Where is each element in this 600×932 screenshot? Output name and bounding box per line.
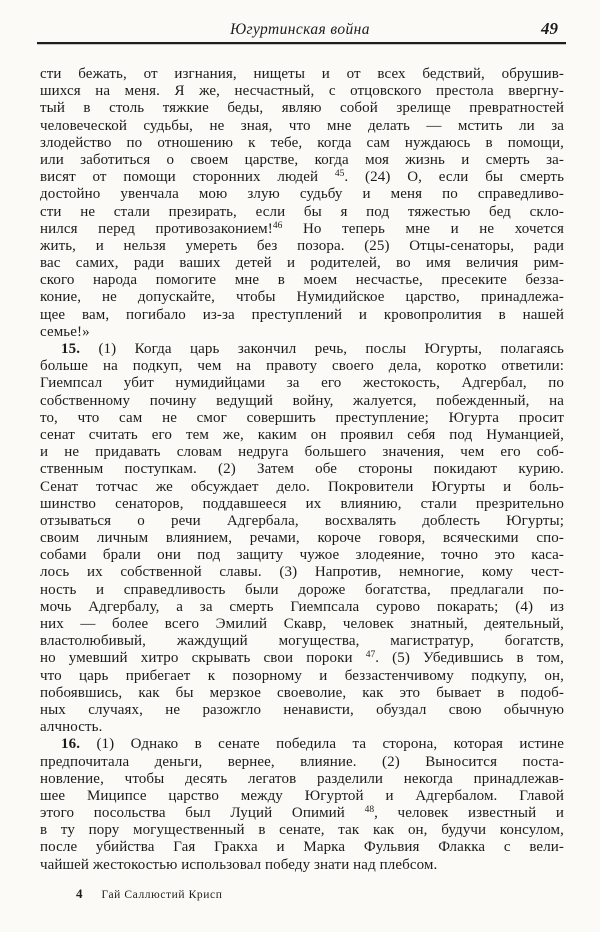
- text-run: Сенат тотчас же обсуждает дело. Покровители Югурты и боль-: [40, 478, 564, 495]
- text-line: [40, 83, 564, 100]
- text-line: [40, 66, 564, 83]
- text-run: ных случаях, не разожгло ненависти, обуздал свою обычную: [40, 701, 564, 718]
- body-text: [40, 66, 564, 874]
- text-line: [40, 496, 564, 513]
- text-line: [40, 513, 564, 530]
- footnote-ref: 47: [365, 650, 376, 661]
- text-line: [40, 564, 564, 581]
- text-line: [40, 427, 564, 444]
- text-line: [40, 771, 564, 788]
- text-run: . (24) О, если бы смерть: [344, 169, 564, 186]
- text-line: [40, 805, 564, 822]
- text-line: [40, 668, 564, 685]
- text-line: [40, 289, 564, 306]
- text-run: шинство сенаторов, поддавшееся их влиянию, стали презрительно: [40, 495, 564, 512]
- text-run: (1) Однако в сенате победила та сторона, которая истине: [80, 736, 564, 753]
- text-run: новление, чтобы десять легатов разделили некогда принадлежав-: [40, 770, 564, 787]
- text-line: [40, 479, 564, 496]
- text-run: предпочитала деньги, вернее, влияние. (2) Выносится поста-: [40, 753, 564, 770]
- text-run: них — более всего Эмилий Скавр, человек знатный, деятельный,: [40, 616, 564, 632]
- text-run: отзываться о речи Адгербала, восхвалять доблесть Югурты;: [40, 512, 564, 529]
- text-line: [40, 135, 564, 152]
- text-line: [40, 857, 564, 874]
- text-run: шее Миципсе царство между Югуртой и Адгербалом. Главой: [40, 787, 564, 804]
- text-run: тый в столь тяжкие беды, являю собой зрелище превратностей: [40, 100, 564, 117]
- text-line: [40, 375, 564, 392]
- text-line: [40, 341, 564, 358]
- text-run: злодейство по отношению к тебе, когда сам нуждаюсь в помощи,: [40, 134, 564, 151]
- text-run: ственным поступкам. (2) Затем обе стороны покидают курию.: [40, 461, 564, 478]
- text-run: что царь прибегает к позорному и беззастенчивому подкупу, он,: [40, 667, 564, 684]
- text-run: собственному почину ведущий войну, жалуется, побежденный, на: [40, 392, 564, 409]
- text-run: сенат считать его тем же, каким он проявил себя под Нуманцией,: [40, 426, 564, 443]
- text-run: чайшей жестокостью использовал победу знати над плебсом.: [40, 856, 438, 873]
- text-line: [40, 204, 564, 221]
- text-run: достойно увенчала мою злую судьбу и меня по справедливо-: [40, 186, 564, 203]
- text-line: [40, 650, 564, 667]
- footnote-ref: 45: [334, 169, 345, 180]
- text-line: [40, 547, 564, 564]
- text-run: . (5) Убедившись в том,: [375, 650, 564, 667]
- text-line: [40, 152, 564, 169]
- text-line: [40, 839, 564, 856]
- text-run: и не придавать словам недруга большего значения, чем его соб-: [40, 444, 564, 461]
- page-footer: [76, 886, 223, 902]
- text-run: шихся на меня. Я же, несчастный, с отцовского престола ввергну-: [40, 83, 564, 100]
- text-run: (1) Когда царь закончил речь, послы Югурты, полагаясь: [80, 341, 564, 357]
- text-line: [40, 788, 564, 805]
- text-run: властолюбивый, жаждущий могущества, магистратур, богатств,: [40, 633, 564, 650]
- text-run: собами брали они под защиту чужое злодеяние, точно это каса-: [40, 547, 564, 564]
- text-run: человеческой судьбы, не зная, что мне делать — мстить ли за: [40, 117, 564, 134]
- text-line: [40, 461, 564, 478]
- text-run: больше на подкуп, чем на правоту своего дела, коротко ответили:: [40, 358, 564, 375]
- text-line: [40, 616, 564, 633]
- text-run: сти не стали презирать, если бы я под тяжестью бед скло-: [40, 203, 564, 220]
- text-run: жить, и нельзя умереть без позора. (25) Отцы-сенаторы, ради: [40, 237, 564, 254]
- text-run: алчность.: [40, 719, 103, 736]
- text-line: [40, 186, 564, 203]
- text-line: [40, 238, 564, 255]
- footnote-ref: 46: [272, 220, 283, 231]
- text-line: [40, 221, 564, 238]
- text-line: [40, 754, 564, 771]
- text-line: [40, 255, 564, 272]
- text-line: [40, 582, 564, 599]
- page-header: [0, 0, 600, 46]
- text-run: этого посольства был Луций Опимий: [40, 805, 365, 822]
- text-line: [40, 719, 564, 736]
- footnote-ref: 48: [364, 805, 375, 816]
- section-number: 15.: [61, 341, 81, 357]
- text-line: [40, 530, 564, 547]
- text-line: [40, 599, 564, 616]
- signature-number: 4: [76, 886, 83, 901]
- text-line: [40, 272, 564, 289]
- text-run: , человек известный и: [374, 805, 564, 822]
- text-line: [40, 118, 564, 135]
- running-title: Югуртинская война: [230, 21, 370, 38]
- text-line: [40, 822, 564, 839]
- text-run: щее вам, погибало из-за преступлений и кровопролития в нашей: [40, 306, 564, 323]
- text-line: [40, 736, 564, 753]
- text-line: [40, 685, 564, 702]
- text-run: вас самих, ради ваших детей и родителей, во имя величия рим-: [40, 255, 564, 272]
- text-line: [40, 169, 564, 186]
- text-run: побоявшись, как бы мерзкое своеволие, как это бывает в подоб-: [40, 684, 564, 701]
- text-run: Но теперь мне и не хочется: [282, 220, 564, 237]
- text-run: в ту пору могущественный в сенате, так как он, будучи консулом,: [40, 822, 564, 839]
- page-number: 49: [541, 19, 558, 38]
- text-line: [40, 702, 564, 719]
- text-line: [40, 410, 564, 427]
- text-run: своим личным влиянием, речами, короче говоря, всяческими спо-: [40, 530, 564, 547]
- text-run: семье!»: [40, 323, 90, 340]
- text-run: Гиемпсал убит нумидийцами за его жестокость, Адгербал, по: [40, 375, 564, 392]
- text-run: после убийства Гая Гракха и Марка Фульвия Флакка с вели-: [40, 839, 564, 856]
- text-run: ность и справедливость были дороже богатства, предлагали по-: [40, 581, 564, 598]
- text-line: [40, 358, 564, 375]
- paragraph: [40, 66, 564, 341]
- text-run: или заботиться о своем царстве, когда моя жизнь и смерть за-: [40, 151, 564, 168]
- text-run: лось их собственной славы. (3) Напротив, немногие, кому чест-: [40, 564, 564, 581]
- text-run: то, что сам не смог совершить преступление; Югурта просит: [40, 409, 564, 426]
- text-run: ского народа помогите мне в моем несчастье, пресеките безза-: [40, 272, 564, 289]
- text-run: нился перед противозаконием!: [40, 220, 273, 237]
- text-run: коние, не допускайте, чтобы Нумидийское царство, принадлежа-: [40, 289, 564, 306]
- text-line: [40, 324, 564, 341]
- text-run: но умевший хитро скрывать свои пороки: [40, 650, 366, 667]
- text-line: [40, 393, 564, 410]
- paragraph: [40, 341, 564, 736]
- signature-text: Гай Саллюстий Крисп: [101, 889, 223, 901]
- text-line: [40, 100, 564, 117]
- text-line: [40, 444, 564, 461]
- text-run: сти бежать, от изгнания, нищеты и от всех бедствий, обрушив-: [40, 66, 564, 82]
- paragraph: [40, 736, 564, 874]
- section-number: 16.: [61, 736, 81, 753]
- text-line: [40, 633, 564, 650]
- text-run: висят от помощи сторонних людей: [40, 169, 335, 186]
- text-line: [40, 307, 564, 324]
- header-rule: [37, 42, 566, 44]
- text-run: мочь Адгербалу, а за смерть Гиемпсала сурово покарать; (4) из: [40, 598, 564, 615]
